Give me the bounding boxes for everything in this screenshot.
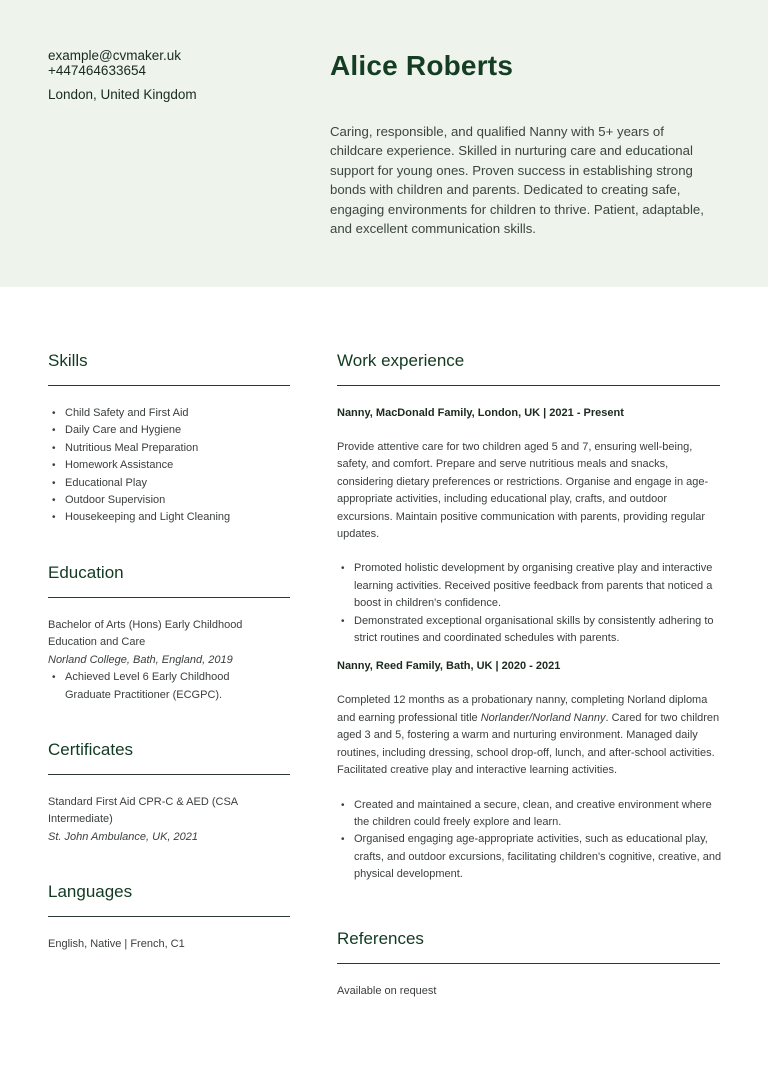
profile-summary: Caring, responsible, and qualified Nanny with 5+ years of childcare experience. Skilled in nurturing care and educational support for young ones. Proven success in establishing strong bonds with children and parents. Dedicated to creating safe, engaging environments for children to thrive. Patient, adaptable, and excellent communication skills. <box>330 124 704 237</box>
skill-item: • Outdoor Supervision <box>48 492 298 509</box>
education-heading: Education <box>48 563 124 582</box>
certificates-heading: Certificates <box>48 740 134 759</box>
skills-divider <box>48 385 290 386</box>
education-bullets <box>48 669 278 704</box>
skill-item: • Educational Play <box>48 475 298 492</box>
languages-divider <box>48 916 290 917</box>
education-bullet: • Achieved Level 6 Early Childhood Graduate Practitioner (ECGPC). <box>48 669 278 704</box>
languages-text: English, Native | French, C1 <box>48 938 185 950</box>
degree-text: Bachelor of Arts (Hons) Early Childhood Education and Care <box>48 619 243 649</box>
certificate-name: Standard First Aid CPR-C & AED (CSA Intermediate) <box>48 796 238 826</box>
phone-text: +447464633654 <box>48 63 146 78</box>
certificate-issuer: St. John Ambulance, UK, 2021 <box>48 830 199 843</box>
job-title: Nanny, MacDonald Family, London, UK | 2021 - Present <box>337 407 624 419</box>
job-bullet: • Organised engaging age-appropriate activities, such as educational play, crafts, and outdoor excursions, facilitating children's cognitive, creative, and physical development. <box>337 831 722 883</box>
location-text: London, United Kingdom <box>48 87 197 102</box>
skill-item: • Housekeeping and Light Cleaning <box>48 509 298 526</box>
job-title: Nanny, Reed Family, Bath, UK | 2020 - 2021 <box>337 660 561 673</box>
certificate-entry <box>48 794 263 846</box>
work-heading: Work experience <box>337 351 465 370</box>
certificates-divider <box>48 774 290 775</box>
contact-info <box>48 48 197 102</box>
references-heading: References <box>337 929 424 948</box>
job-bullet: • Created and maintained a secure, clean, and creative environment where the children could freely explore and learn. <box>337 797 722 832</box>
job-bullets <box>337 560 722 647</box>
job-description: Completed 12 months as a probationary nanny, completing Norland diploma and earning professional title Norlander/Norland Nanny. Cared for two children aged 3 and 5, fostering a warm and nurturing environment. Managed daily routines, including dressing, school drop-off, lunch, and after-school activities. Facilitated creative play and interactive learning activities. <box>337 694 720 777</box>
skill-item: • Child Safety and First Aid <box>48 405 298 422</box>
candidate-name: Alice Roberts <box>330 50 514 81</box>
skill-item: • Daily Care and Hygiene <box>48 422 298 439</box>
work-divider <box>337 385 720 386</box>
job-bullets <box>337 797 722 884</box>
education-divider <box>48 597 290 598</box>
languages-heading: Languages <box>48 882 133 901</box>
job-description: Provide attentive care for two children aged 5 and 7, ensuring well-being, safety, and comfort. Prepare and serve nutritious meals and snacks, considering dietary preferences or restrictions. Organise and engage in age-appropriate activities, including educational play, crafts, and outdoor excursions. Maintain positive communication with parents, providing regular updates. <box>337 441 709 541</box>
education-entry <box>48 617 278 704</box>
skills-list <box>48 405 298 527</box>
references-text: Available on request <box>337 985 437 997</box>
job-bullet: • Promoted holistic development by organising creative play and interactive learning activities. Received positive feedback from parents that noticed a boost in children's confidence. <box>337 560 722 612</box>
email-text: example@cvmaker.uk <box>48 48 182 63</box>
job-bullet: • Demonstrated exceptional organisational skills by consistently adhering to strict routines and coordinated schedules with parents. <box>337 613 722 648</box>
references-divider <box>337 963 720 964</box>
work-entries <box>337 405 722 884</box>
skill-item: • Homework Assistance <box>48 457 298 474</box>
skill-item: • Nutritious Meal Preparation <box>48 440 298 457</box>
skills-heading: Skills <box>48 351 88 370</box>
school-text: Norland College, Bath, England, 2019 <box>48 653 233 666</box>
